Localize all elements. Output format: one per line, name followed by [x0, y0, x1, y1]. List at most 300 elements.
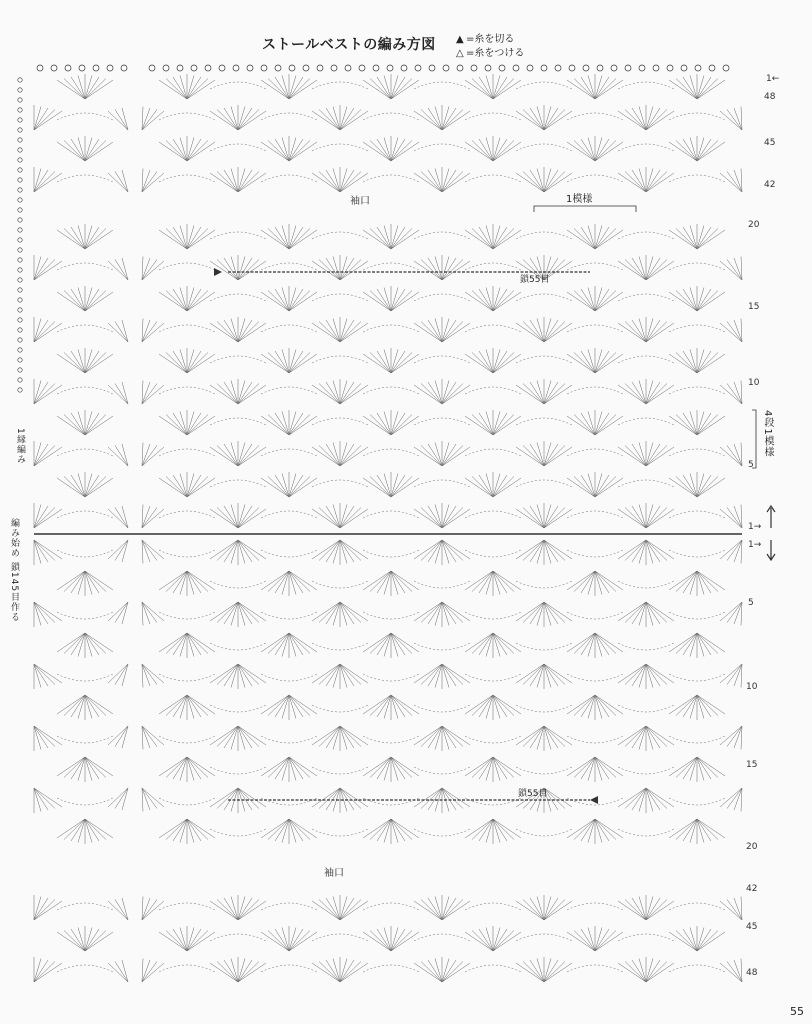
stitch [442, 963, 470, 982]
stitch [727, 900, 742, 921]
stitch [493, 354, 521, 373]
stitch [71, 77, 85, 99]
picot [611, 65, 617, 71]
stitch [34, 108, 48, 130]
edge-chain [18, 218, 22, 222]
stitch [57, 354, 85, 373]
stitch [595, 230, 623, 249]
stitch [34, 788, 62, 807]
stitch [224, 602, 238, 624]
chain-arc [363, 674, 419, 681]
stitch [595, 351, 609, 373]
stitch [238, 963, 266, 982]
legend-text: =糸を切る [466, 34, 515, 45]
stitch [530, 726, 544, 748]
fan-row [57, 348, 113, 373]
stitch [377, 633, 391, 655]
stitch [210, 385, 238, 404]
row-number: 5 [748, 460, 754, 470]
chain-arc [210, 581, 266, 588]
stitch [142, 169, 143, 193]
edge-chain [18, 138, 22, 142]
stitch [646, 788, 674, 807]
chain-arc [210, 480, 266, 487]
stitch [544, 540, 572, 559]
four-rows-label: 4段1模様 [762, 410, 773, 458]
chain-arc [669, 736, 725, 743]
chain-arc [57, 798, 113, 805]
chain-arc [312, 356, 368, 363]
stitch [57, 819, 85, 838]
edge-chain [18, 318, 22, 322]
picot [177, 65, 183, 71]
stitch [567, 80, 595, 99]
edge-chain [18, 288, 22, 292]
stitch [544, 602, 572, 621]
picot [639, 65, 645, 71]
stitch [326, 960, 340, 982]
stitch [71, 227, 85, 249]
stitch [289, 571, 303, 593]
chain-arc [57, 387, 113, 394]
stitch [544, 540, 558, 562]
stitch [224, 788, 238, 810]
stitch [289, 478, 317, 497]
chain-arc [414, 356, 470, 363]
stitch [187, 139, 201, 161]
stitch [289, 757, 317, 776]
stitch [159, 571, 187, 590]
stitch [173, 413, 187, 435]
chain-arc [465, 449, 521, 456]
stitch [261, 695, 289, 714]
stitch [567, 633, 595, 652]
stitch [71, 139, 85, 161]
stitch [581, 757, 595, 779]
stitch [85, 354, 113, 373]
chain-arc [567, 674, 623, 681]
stitch [173, 139, 187, 161]
picot [121, 65, 127, 71]
chain-arc [312, 705, 368, 712]
stitch [530, 602, 544, 624]
chain-arc [210, 767, 266, 774]
stitch [238, 258, 252, 280]
stitch [261, 142, 289, 161]
cast-on-label: 編み始め 鎖145目作る [9, 518, 19, 623]
stitch [632, 506, 646, 528]
chain-arc [363, 903, 419, 910]
fan-row [142, 105, 742, 130]
stitch [465, 142, 493, 161]
edge-chain [18, 348, 22, 352]
stitch [595, 819, 623, 838]
stitch [697, 475, 711, 497]
up-arrow-icon [767, 506, 775, 528]
stitch [289, 819, 317, 838]
stitch [312, 447, 340, 466]
stitch [377, 929, 391, 951]
stitch [275, 695, 289, 717]
row-number: 10 [746, 682, 758, 692]
stitch [428, 444, 442, 466]
chain-arc [159, 612, 215, 619]
stitch [363, 932, 391, 951]
fan-row [57, 286, 113, 311]
stitch [142, 664, 143, 688]
stitch [581, 289, 595, 311]
chain-arc [516, 418, 572, 425]
picot [625, 65, 631, 71]
stitch [683, 227, 697, 249]
picot [191, 65, 197, 71]
stitch [340, 788, 354, 810]
stitch [289, 142, 317, 161]
picot [275, 65, 281, 71]
stitch [142, 446, 157, 467]
stitch [142, 110, 157, 131]
chain-arc [261, 263, 317, 270]
chain-arc [363, 263, 419, 270]
stitch [697, 139, 711, 161]
stitch [493, 929, 507, 951]
stitch [595, 695, 609, 717]
fan-row [159, 348, 725, 373]
picot [219, 65, 225, 71]
edge-chain [18, 98, 22, 102]
stitch [632, 170, 646, 192]
picot [485, 65, 491, 71]
stitch [697, 819, 711, 841]
edge-chain [18, 328, 22, 332]
chain-arc [414, 232, 470, 239]
stitch [312, 540, 340, 559]
edge-row-label: 1縁編み [15, 428, 25, 465]
stitch [261, 819, 289, 838]
stitch [632, 960, 646, 982]
fan-row [57, 472, 113, 497]
stitch [173, 571, 187, 593]
picot [387, 65, 393, 71]
chain-arc [414, 418, 470, 425]
stitch [581, 351, 595, 373]
stitch [159, 478, 187, 497]
chain-arc [516, 767, 572, 774]
stitch [122, 320, 128, 342]
picot [527, 65, 533, 71]
stitch [57, 292, 85, 311]
stitch [493, 819, 521, 838]
stitch [646, 444, 660, 466]
stitch [340, 444, 354, 466]
stitch [646, 664, 674, 683]
stitch [275, 475, 289, 497]
stitch [646, 506, 660, 528]
stitch [581, 413, 595, 435]
stitch [646, 788, 660, 810]
stitch [567, 354, 595, 373]
picot [345, 65, 351, 71]
stitch [34, 664, 62, 683]
stitch [697, 633, 725, 652]
picot [695, 65, 701, 71]
stitch [173, 929, 187, 951]
stitch [493, 351, 507, 373]
stitch [493, 571, 521, 590]
chain-arc [618, 294, 674, 301]
stitch [669, 416, 697, 435]
stitch [122, 108, 128, 130]
chain-arc [210, 144, 266, 151]
stitch [428, 382, 442, 404]
stitch [85, 633, 113, 652]
chain-arc [57, 325, 113, 332]
picot [79, 65, 85, 71]
chain-arc [312, 82, 368, 89]
stitch [428, 898, 442, 920]
fan-row [57, 926, 113, 951]
stitch [632, 664, 646, 686]
chain-arc [516, 82, 572, 89]
stitch [741, 959, 742, 983]
stitch [442, 602, 470, 621]
stitch [261, 478, 289, 497]
chain-arc [159, 113, 215, 120]
stitch [493, 230, 521, 249]
stitch [479, 819, 493, 841]
edge-chain [18, 298, 22, 302]
stitch [727, 110, 742, 131]
stitch [493, 142, 521, 161]
stitch [85, 139, 99, 161]
stitch [683, 475, 697, 497]
stitch [595, 571, 609, 593]
stitch [187, 571, 201, 593]
stitch [595, 695, 623, 714]
stitch [669, 142, 697, 161]
picot [233, 65, 239, 71]
stitch [142, 664, 157, 685]
chain-arc [414, 829, 470, 836]
stitch [442, 173, 470, 192]
stitch [530, 960, 544, 982]
chain-arc [465, 387, 521, 394]
stitch [340, 540, 368, 559]
fan-row [159, 410, 725, 435]
stitch [187, 413, 201, 435]
stitch [442, 898, 456, 920]
chain-arc [516, 705, 572, 712]
stitch [340, 726, 368, 745]
stitch [544, 385, 572, 404]
stitch [289, 80, 317, 99]
stitch [442, 170, 456, 192]
stitch [377, 475, 391, 497]
stitch [493, 633, 507, 655]
chain-arc [261, 736, 317, 743]
stitch [238, 444, 252, 466]
chain-arc [159, 798, 215, 805]
stitch [544, 664, 558, 686]
stitch [741, 726, 742, 750]
stitch [741, 602, 742, 626]
stitch [544, 960, 558, 982]
stitch [340, 664, 368, 683]
stitch [261, 416, 289, 435]
picot [107, 65, 113, 71]
stitch [618, 385, 646, 404]
picot [471, 65, 477, 71]
fan-row [142, 317, 742, 342]
stitch [567, 230, 595, 249]
chain-arc [567, 511, 623, 518]
stitch [632, 382, 646, 404]
picot [331, 65, 337, 71]
chain-arc [261, 612, 317, 619]
picot [163, 65, 169, 71]
chain-arc [312, 480, 368, 487]
stitch [34, 540, 62, 559]
stitch [391, 633, 405, 655]
picot [709, 65, 715, 71]
stitch [224, 170, 238, 192]
stitch [428, 540, 442, 562]
stitch [646, 602, 674, 621]
stitch [377, 819, 391, 841]
chain-arc [210, 232, 266, 239]
stitch [595, 139, 609, 161]
stitch [238, 111, 266, 130]
stitch [544, 444, 558, 466]
stitch [326, 788, 340, 810]
row-number: 15 [746, 760, 758, 770]
stitch [530, 108, 544, 130]
stitch [122, 170, 128, 192]
picot [667, 65, 673, 71]
chain-arc [57, 736, 113, 743]
chain-arc [669, 387, 725, 394]
stitch [727, 384, 742, 405]
stitch [516, 509, 544, 528]
stitch [493, 416, 521, 435]
stitch [391, 354, 419, 373]
stitch [363, 354, 391, 373]
fan-row [34, 726, 128, 751]
chain-arc [261, 113, 317, 120]
stitch [289, 139, 303, 161]
stitch [646, 258, 660, 280]
fan-row [34, 664, 128, 689]
chain-arc [414, 480, 470, 487]
chain-arc [414, 144, 470, 151]
stitch [173, 227, 187, 249]
chain-arc [516, 643, 572, 650]
stitch [428, 726, 442, 748]
stitch [187, 354, 215, 373]
stitch [391, 757, 405, 779]
stitch [544, 111, 572, 130]
stitch [34, 320, 48, 342]
sleeve-label-bottom: 袖口 [324, 868, 344, 879]
picot [681, 65, 687, 71]
stitch [312, 602, 340, 621]
page-title: ストールベストの編み方図 [262, 37, 436, 53]
stitch [414, 788, 442, 807]
chain-arc [567, 612, 623, 619]
stitch [142, 788, 157, 809]
chain-arc [618, 232, 674, 239]
stitch [465, 932, 493, 951]
stitch [210, 788, 238, 807]
fan-row [142, 726, 742, 751]
stitch [741, 664, 742, 688]
stitch [581, 227, 595, 249]
stitch [391, 230, 419, 249]
stitch [363, 292, 391, 311]
chain-arc [210, 705, 266, 712]
stitch [391, 695, 405, 717]
stitch [224, 726, 238, 748]
stitch [340, 602, 368, 621]
stitch [71, 633, 85, 655]
stitch [414, 509, 442, 528]
stitch [71, 695, 85, 717]
stitch [275, 139, 289, 161]
chain-arc [516, 581, 572, 588]
stitch [442, 726, 470, 745]
stitch [275, 77, 289, 99]
stitch [289, 695, 303, 717]
stitch [340, 963, 368, 982]
stitch [238, 901, 266, 920]
stitch [289, 354, 317, 373]
chain-arc [261, 550, 317, 557]
chain-arc [465, 175, 521, 182]
stitch [530, 898, 544, 920]
stitch [697, 819, 725, 838]
stitch [34, 602, 62, 621]
stitch [544, 320, 558, 342]
stitch [340, 170, 354, 192]
one-pattern-label: 1模様 [566, 194, 593, 205]
stitch [142, 381, 143, 405]
row-number: 5 [748, 598, 754, 608]
stitch [442, 258, 456, 280]
stitch [741, 443, 742, 467]
stitch [741, 319, 742, 343]
stitch [567, 695, 595, 714]
stitch [595, 633, 609, 655]
stitch [442, 108, 456, 130]
chain-arc [261, 449, 317, 456]
stitch [595, 289, 609, 311]
stitch [493, 475, 507, 497]
picot [583, 65, 589, 71]
stitch [187, 571, 215, 590]
chain-arc [618, 767, 674, 774]
stitch [142, 602, 157, 623]
stitch [238, 960, 252, 982]
stitch [71, 289, 85, 311]
stitch [646, 382, 660, 404]
stitch [261, 230, 289, 249]
edge-chain [18, 308, 22, 312]
row-number: 1→ [748, 522, 762, 532]
stitch [34, 173, 62, 192]
chain-arc [159, 175, 215, 182]
stitch [210, 323, 238, 342]
picot [149, 65, 155, 71]
